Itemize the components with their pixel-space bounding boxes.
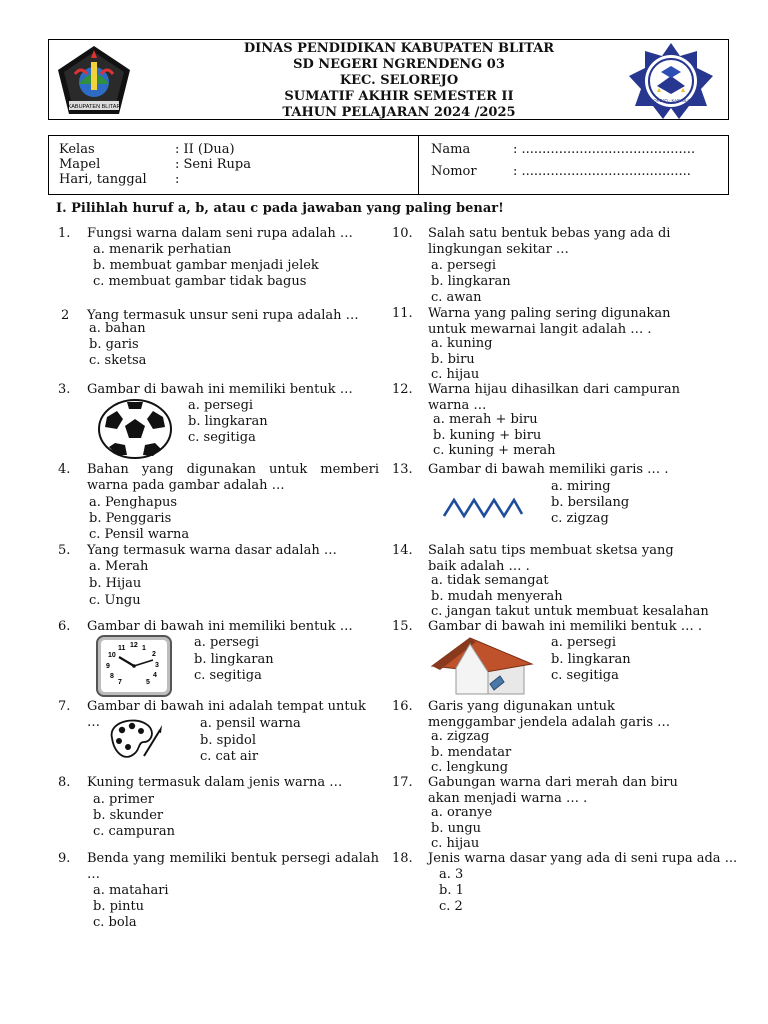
question-number: 4. [58,462,71,477]
info-divider [418,136,419,194]
header-line-2: SD NEGERI NGRENDENG 03 [293,57,505,72]
option-c[interactable]: c. kuning + merah [433,443,556,458]
question-text: Gambar di bawah ini memiliki bentuk … [87,382,353,397]
option-b[interactable]: b. kuning + biru [433,428,542,443]
option-b[interactable]: b. lingkaran [551,652,631,667]
clock-numeral: 3 [155,662,159,669]
option-c[interactable]: c. Pensil warna [89,527,190,542]
clock-numeral: 12 [130,642,138,649]
option-b[interactable]: b. bersilang [551,495,630,510]
question-number: 11. [392,306,413,321]
clock-image [96,635,172,697]
kelas-value: : II (Dua) [175,142,235,157]
nomor-value: : ......................................... [513,164,691,179]
mapel-label: Mapel [59,157,101,172]
option-b[interactable]: b. lingkaran [188,414,268,429]
hari-value: : [175,172,180,187]
paint-palette-image [104,716,164,762]
option-a[interactable]: a. persegi [431,258,497,273]
option-a[interactable]: a. merah + biru [433,412,538,427]
option-b[interactable]: b. garis [89,337,139,352]
option-a[interactable]: a. persegi [194,635,260,650]
question-number: 13. [392,462,413,477]
nomor-label: Nomor [431,164,477,179]
option-c[interactable]: c. hijau [431,367,480,382]
kabupaten-blitar-logo [57,44,132,116]
option-c[interactable]: c. segitiga [551,668,619,683]
option-a[interactable]: a. oranye [431,805,493,820]
option-b[interactable]: b. 1 [439,883,464,898]
option-a[interactable]: a. pensil warna [200,716,301,731]
nama-value: : .......................................... [513,142,696,157]
clock-numeral: 1 [142,645,146,652]
clock-numeral: 7 [118,679,122,686]
clock-numeral: 10 [108,652,116,659]
option-a[interactable]: a. matahari [93,883,169,898]
question-number: 8. [58,775,71,790]
question-text: Yang termasuk unsur seni rupa adalah … [87,308,359,323]
header-box [48,39,729,120]
question-text: Gambar di bawah memiliki garis … . [428,462,669,477]
option-c[interactable]: c. bola [93,915,137,930]
option-b[interactable]: b. mendatar [431,745,512,760]
question-number: 3. [58,382,71,397]
question-text: Salah satu bentuk bebas yang ada di lingkungan sekitar … [428,226,671,257]
question-text: Fungsi warna dalam seni rupa adalah … [87,226,353,241]
option-c[interactable]: c. lengkung [431,760,509,775]
option-a[interactable]: a. zigzag [431,729,490,744]
nama-label: Nama [431,142,471,157]
header-line-1: DINAS PENDIDIKAN KABUPATEN BLITAR [243,41,555,56]
option-a[interactable]: a. bahan [89,321,146,336]
clock-numeral: 8 [110,673,114,680]
house-image [430,636,534,696]
option-c[interactable]: c. cat air [200,749,259,764]
zigzag-line-image [440,494,524,522]
section-title: I. Pilihlah huruf a, b, atau c pada jawaban yang paling benar! [56,201,504,216]
question-text: Kuning termasuk dalam jenis warna … [87,775,343,790]
option-c[interactable]: c. hijau [431,836,480,851]
kelas-label: Kelas [59,142,95,157]
logo-right-caption: SELOREJO - KAB. BLITAR [645,98,697,103]
question-number: 17. [392,775,413,790]
option-a[interactable]: a. primer [93,792,154,807]
question-number: 1. [58,226,71,241]
question-number: 15. [392,619,413,634]
option-b[interactable]: b. ungu [431,821,482,836]
question-text: Gabungan warna dari merah dan biru akan menjadi warna … . [428,775,678,806]
student-info-box [48,135,729,195]
question-text: Bahan yang digunakan untuk memberi warna pada gambar adalah … [87,462,379,493]
option-b[interactable]: b. mudah menyerah [431,589,563,604]
clock-numeral: 9 [106,663,110,670]
header-line-3: KEC. SELOREJO [339,73,459,88]
option-b[interactable]: b. pintu [93,899,145,914]
option-b[interactable]: b. Penggaris [89,511,172,526]
question-number: 7. [58,699,71,714]
question-number: 18. [392,851,413,866]
option-a[interactable]: a. persegi [188,398,254,413]
mapel-value: : Seni Rupa [175,157,252,172]
option-c[interactable]: c. jangan takut untuk membuat kesalahan [431,604,709,619]
option-b[interactable]: b. lingkaran [194,652,274,667]
option-c[interactable]: c. campuran [93,824,175,839]
option-c[interactable]: c. Ungu [89,593,141,608]
option-b[interactable]: b. membuat gambar menjadi jelek [93,258,319,273]
question-text: Gambar di bawah ini memiliki bentuk … . [428,619,703,634]
question-number: 6. [58,619,71,634]
option-a[interactable]: a. Merah [89,559,149,574]
question-number: 12. [392,382,413,397]
option-c[interactable]: c. 2 [439,899,463,914]
clock-numeral: 2 [152,651,156,658]
option-b[interactable]: b. Hijau [89,576,142,591]
option-b[interactable]: b. lingkaran [431,274,511,289]
question-text: Garis yang digunakan untuk menggambar jendela adalah garis … [428,699,671,730]
option-c[interactable]: c. zigzag [551,511,609,526]
option-a[interactable]: a. Penghapus [89,495,178,510]
clock-numeral: 11 [118,645,126,652]
option-a[interactable]: a. 3 [439,867,464,882]
option-b[interactable]: b. spidol [200,733,257,748]
question-number: 16. [392,699,413,714]
question-text: Warna yang paling sering digunakan untuk mewarnai langit adalah … . [428,306,671,337]
option-b[interactable]: b. skunder [93,808,164,823]
question-number: 14. [392,543,413,558]
school-logo [627,42,715,120]
question-number: 10. [392,226,413,241]
question-text: Gambar di bawah ini adalah tempat untuk … [87,699,366,730]
soccer-ball-image [97,399,173,459]
header-line-4: SUMATIF AKHIR SEMESTER II [284,89,514,104]
hari-label: Hari, tanggal [59,172,147,187]
header-line-5: TAHUN PELAJARAN 2024 /2025 [282,105,516,120]
option-b[interactable]: b. biru [431,352,475,367]
logo-left-caption: KABUPATEN BLITAR [67,104,121,110]
option-c[interactable]: c. sketsa [89,353,147,368]
option-c[interactable]: c. segitiga [188,430,256,445]
option-a[interactable]: a. kuning [431,336,493,351]
question-text: Benda yang memiliki bentuk persegi adalah … [87,851,379,882]
option-c[interactable]: c. membuat gambar tidak bagus [93,274,307,289]
question-text: Gambar di bawah ini memiliki bentuk … [87,619,353,634]
question-text: Salah satu tips membuat sketsa yang baik adalah … . [428,543,674,574]
clock-numeral: 4 [153,672,157,679]
question-text: Jenis warna dasar yang ada di seni rupa ada ... [428,851,738,866]
option-c[interactable]: c. segitiga [194,668,262,683]
option-a[interactable]: a. tidak semangat [431,573,549,588]
question-text: Yang termasuk warna dasar adalah … [87,543,337,558]
option-c[interactable]: c. awan [431,290,482,305]
option-a[interactable]: a. miring [551,479,611,494]
option-a[interactable]: a. persegi [551,635,617,650]
question-number: 2 [61,308,70,323]
question-text: Warna hijau dihasilkan dari campuran warna … [428,382,680,413]
clock-numeral: 5 [146,679,150,686]
question-number: 9. [58,851,71,866]
question-number: 5. [58,543,71,558]
option-a[interactable]: a. menarik perhatian [93,242,232,257]
